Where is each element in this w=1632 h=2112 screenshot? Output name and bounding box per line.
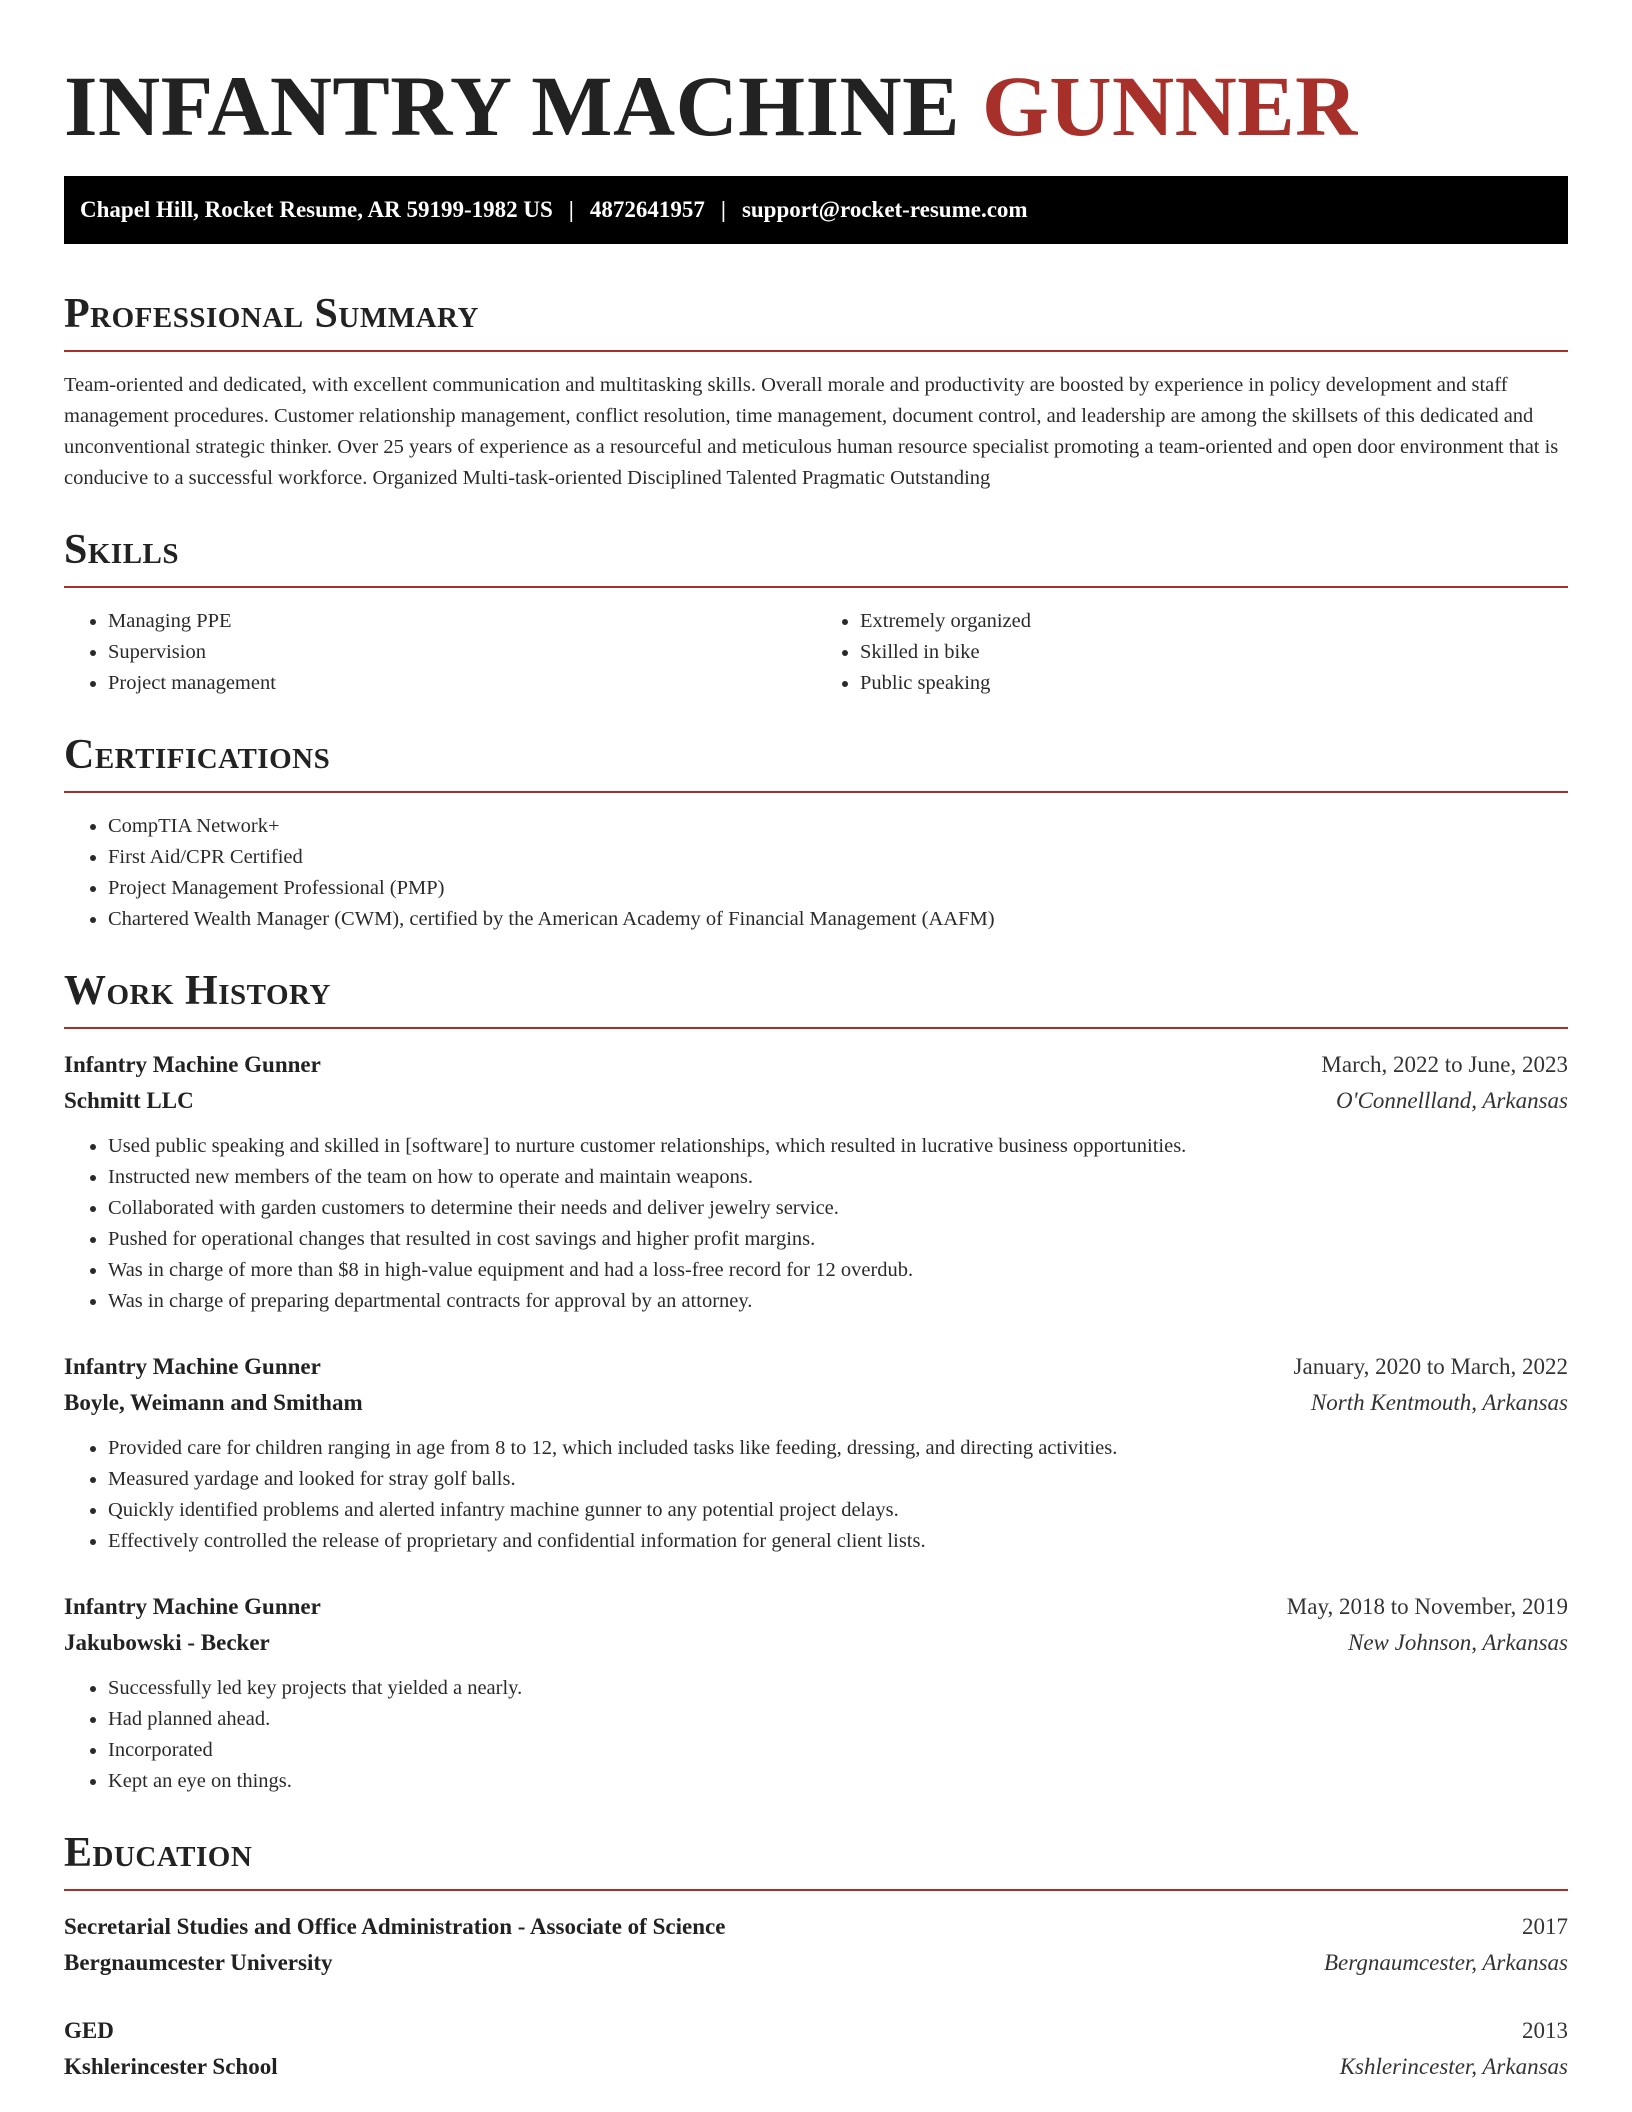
- job-dates: May, 2018 to November, 2019: [1286, 1594, 1568, 1619]
- education-heading: Education: [64, 1830, 253, 1876]
- skill-item: • Managing PPE: [108, 606, 816, 637]
- job-entry: [64, 1349, 1568, 1557]
- skills-list-left: [64, 606, 816, 699]
- work-history-heading: Work History: [64, 968, 331, 1014]
- job-bullet: • Used public speaking and skilled in [software] to nurture customer relationships, which resulted in lucrative business opportunities.: [108, 1131, 1568, 1162]
- title-main: INFANTRY MACHINE: [64, 58, 961, 154]
- job-bullet: • Had planned ahead.: [108, 1704, 1568, 1735]
- skill-item: • Public speaking: [860, 668, 1568, 699]
- job-bullet: • Effectively controlled the release of proprietary and confidential information for general client lists.: [108, 1526, 1568, 1557]
- section-divider: [64, 586, 1568, 588]
- job-bullet: • Provided care for children ranging in age from 8 to 12, which included tasks like feeding, dressing, and directing activities.: [108, 1433, 1568, 1464]
- job-title: Infantry Machine Gunner: [64, 1594, 321, 1619]
- education-school-row: [64, 1945, 1568, 1981]
- education-header-row: [64, 2013, 1568, 2049]
- education-header-row: [64, 1909, 1568, 1945]
- job-dates: January, 2020 to March, 2022: [1293, 1354, 1568, 1379]
- certifications-heading: Certifications: [64, 732, 331, 778]
- summary-text: Team-oriented and dedicated, with excellent communication and multitasking skills. Overall morale and productivity are boosted by experience in policy development and staff management procedures. Customer relationship management, conflict resolution, time management, document control, and leadership are among the skillsets of this dedicated and unconventional strategic thinker. Over 25 years of experience as a resourceful and meticulous human resource specialist promoting a team-oriented and open door environment that is conducive to a successful workforce. Organized Multi-task-oriented Disciplined Talented Pragmatic Outstanding: [64, 374, 1559, 489]
- contact-bar: [64, 176, 1568, 244]
- job-entry: [64, 1047, 1568, 1317]
- job-header-row: [64, 1047, 1568, 1083]
- job-entry: [64, 1589, 1568, 1797]
- skills-columns: [64, 606, 1568, 699]
- contact-address: Chapel Hill, Rocket Resume, AR 59199-1982 US: [80, 197, 553, 222]
- job-dates: March, 2022 to June, 2023: [1321, 1052, 1568, 1077]
- work-history-section: [64, 965, 1568, 1797]
- job-bullet: • Incorporated: [108, 1735, 1568, 1766]
- contact-phone[interactable]: 4872641957: [589, 197, 705, 222]
- skills-section: [64, 524, 1568, 699]
- certification-item: • CompTIA Network+: [108, 811, 1568, 842]
- job-bullet: • Was in charge of preparing departmental contracts for approval by an attorney.: [108, 1286, 1568, 1317]
- job-location: New Johnson, Arkansas: [1348, 1630, 1568, 1655]
- education-school: Kshlerincester School: [64, 2054, 278, 2079]
- job-bullet: • Collaborated with garden customers to determine their needs and deliver jewelry service.: [108, 1193, 1568, 1224]
- title-accent: GUNNER: [982, 58, 1358, 154]
- job-bullet: • Quickly identified problems and alerted infantry machine gunner to any potential project delays.: [108, 1495, 1568, 1526]
- job-company: Boyle, Weimann and Smitham: [64, 1390, 363, 1415]
- job-company: Jakubowski - Becker: [64, 1630, 270, 1655]
- contact-separator: |: [720, 197, 726, 222]
- job-company-row: [64, 1083, 1568, 1119]
- job-bullet: • Was in charge of more than $8 in high-value equipment and had a loss-free record for 12 overdub.: [108, 1255, 1568, 1286]
- education-school: Bergnaumcester University: [64, 1950, 333, 1975]
- contact-email[interactable]: support@rocket-resume.com: [741, 197, 1028, 222]
- certification-item: • Chartered Wealth Manager (CWM), certified by the American Academy of Financial Management (AAFM): [108, 904, 1568, 935]
- job-header-row: [64, 1589, 1568, 1625]
- job-bullets: [64, 1673, 1568, 1797]
- job-company-row: [64, 1385, 1568, 1421]
- skills-column-left: [64, 606, 816, 699]
- section-divider: [64, 1027, 1568, 1029]
- section-divider: [64, 1889, 1568, 1891]
- certifications-list: [64, 811, 1568, 935]
- education-section: [64, 1827, 1568, 2085]
- job-title: Infantry Machine Gunner: [64, 1052, 321, 1077]
- job-bullets: [64, 1433, 1568, 1557]
- job-bullet: • Measured yardage and looked for stray golf balls.: [108, 1464, 1568, 1495]
- education-entry: [64, 1909, 1568, 1981]
- section-divider: [64, 350, 1568, 352]
- skills-column-right: [816, 606, 1568, 699]
- skill-item: • Project management: [108, 668, 816, 699]
- education-degree: GED: [64, 2018, 114, 2043]
- education-year: 2013: [1522, 2018, 1568, 2043]
- contact-separator: |: [568, 197, 574, 222]
- skill-item: • Skilled in bike: [860, 637, 1568, 668]
- job-bullet: • Instructed new members of the team on how to operate and maintain weapons.: [108, 1162, 1568, 1193]
- resume-title: [64, 0, 1568, 156]
- skill-item: • Extremely organized: [860, 606, 1568, 637]
- summary-section: [64, 288, 1568, 494]
- education-school-row: [64, 2049, 1568, 2085]
- job-location: North Kentmouth, Arkansas: [1310, 1390, 1568, 1415]
- education-degree: Secretarial Studies and Office Administration - Associate of Science: [64, 1914, 726, 1939]
- certification-item: • First Aid/CPR Certified: [108, 842, 1568, 873]
- skill-item: • Supervision: [108, 637, 816, 668]
- job-location: O'Connellland, Arkansas: [1336, 1088, 1568, 1113]
- job-bullet: • Pushed for operational changes that resulted in cost savings and higher profit margins.: [108, 1224, 1568, 1255]
- job-bullet: • Successfully led key projects that yielded a nearly.: [108, 1673, 1568, 1704]
- education-year: 2017: [1522, 1914, 1568, 1939]
- section-divider: [64, 791, 1568, 793]
- skills-list-right: [816, 606, 1568, 699]
- education-location: Kshlerincester, Arkansas: [1339, 2054, 1568, 2079]
- education-location: Bergnaumcester, Arkansas: [1323, 1950, 1568, 1975]
- job-bullets: [64, 1131, 1568, 1317]
- job-company: Schmitt LLC: [64, 1088, 194, 1113]
- skills-heading: Skills: [64, 527, 180, 573]
- certifications-section: [64, 729, 1568, 935]
- summary-heading: Professional Summary: [64, 291, 479, 337]
- job-company-row: [64, 1625, 1568, 1661]
- job-header-row: [64, 1349, 1568, 1385]
- job-title: Infantry Machine Gunner: [64, 1354, 321, 1379]
- job-bullet: • Kept an eye on things.: [108, 1766, 1568, 1797]
- certification-item: • Project Management Professional (PMP): [108, 873, 1568, 904]
- education-entry: [64, 2013, 1568, 2085]
